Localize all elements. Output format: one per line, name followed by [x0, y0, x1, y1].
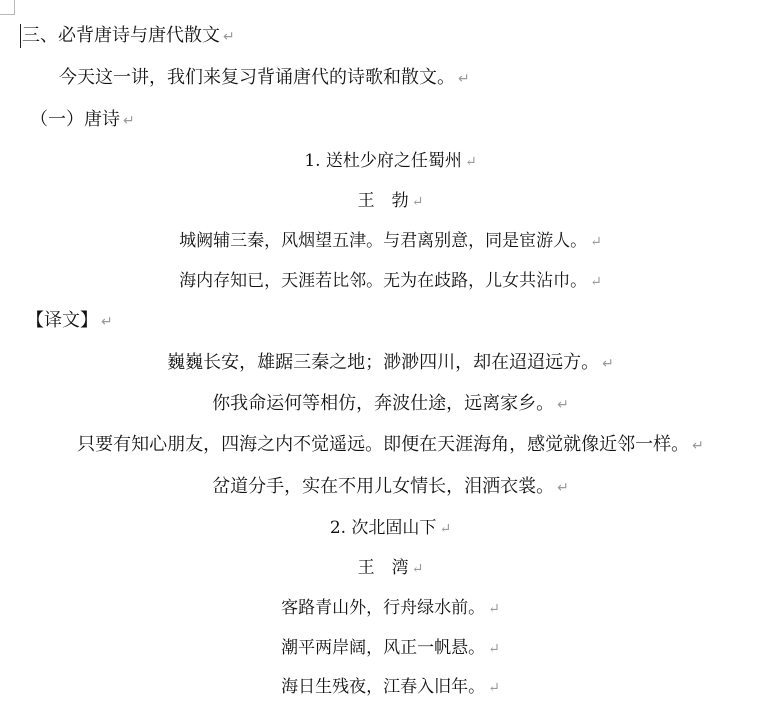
poem2-author: 王 湾	[357, 558, 409, 578]
translation-text: 你我命运何等相仿，奔波仕途，远离家乡。	[212, 393, 555, 414]
translation-line[interactable]	[0, 395, 781, 413]
paragraph-mark-icon: ↵	[557, 480, 569, 496]
paragraph-mark-icon: ↵	[692, 438, 704, 454]
translation-label: 【译文】	[26, 310, 98, 331]
poem1-author-line[interactable]	[0, 193, 781, 210]
poem1-verse-line[interactable]	[0, 233, 781, 250]
poem2-author-line[interactable]	[0, 560, 781, 577]
paragraph-mark-icon: ↵	[101, 314, 113, 330]
paragraph-mark-icon: ↵	[488, 680, 500, 696]
translation-line[interactable]	[0, 436, 781, 454]
paragraph-mark-icon: ↵	[557, 397, 569, 413]
paragraph-mark-icon: ↵	[439, 521, 452, 537]
poem2-verse: 客路青山外，行舟绿水前。	[281, 598, 486, 618]
paragraph-mark-icon: ↵	[488, 641, 500, 657]
paragraph-mark-icon: ↵	[488, 601, 500, 617]
paragraph-mark-icon: ↵	[223, 29, 235, 45]
poem2-verse-line[interactable]	[0, 679, 781, 696]
translation-line[interactable]	[0, 478, 781, 496]
poem2-verse: 海日生残夜，江春入旧年。	[281, 677, 486, 697]
poem1-title: 1. 送杜少府之任蜀州	[304, 151, 462, 171]
intro-paragraph[interactable]	[59, 69, 470, 87]
translation-line[interactable]	[0, 354, 781, 372]
paragraph-mark-icon: ↵	[123, 113, 135, 129]
intro-text: 今天这一讲，我们来复习背诵唐代的诗歌和散文。	[59, 67, 455, 88]
poem2-verse: 潮平两岸阔，风正一帆悬。	[281, 638, 486, 658]
translation-text: 巍巍长安，雄踞三秦之地；渺渺四川，却在迢迢远方。	[167, 352, 600, 373]
translation-text: 只要有知心朋友，四海之内不觉遥远。即便在天涯海角，感觉就像近邻一样。	[77, 434, 690, 455]
page-corner-mark	[0, 0, 15, 15]
poem2-verse-line[interactable]	[0, 640, 781, 657]
text-cursor	[20, 24, 21, 48]
poem1-title-line[interactable]	[0, 153, 781, 170]
section-heading-line[interactable]	[22, 27, 235, 45]
poem1-verse: 城阙辅三秦，风烟望五津。与君离别意，同是宦游人。	[179, 231, 588, 251]
paragraph-mark-icon: ↵	[411, 194, 424, 210]
paragraph-mark-icon: ↵	[411, 561, 424, 577]
subsection-heading-line[interactable]	[30, 111, 135, 129]
paragraph-mark-icon: ↵	[464, 154, 477, 170]
poem1-verse: 海内存知已，天涯若比邻。无为在歧路，儿女共沾巾。	[179, 271, 588, 291]
poem2-verse-line[interactable]	[0, 600, 781, 617]
translation-label-line[interactable]	[26, 312, 113, 330]
paragraph-mark-icon: ↵	[458, 71, 470, 87]
translation-text: 岔道分手，实在不用儿女情长，泪洒衣裳。	[212, 476, 555, 497]
poem2-title-line[interactable]	[0, 520, 781, 537]
paragraph-mark-icon: ↵	[590, 234, 602, 250]
section-heading: 三、必背唐诗与唐代散文	[22, 25, 220, 46]
paragraph-mark-icon: ↵	[590, 274, 602, 290]
poem1-author: 王 勃	[357, 191, 409, 211]
subsection-heading: （一）唐诗	[30, 109, 120, 130]
paragraph-mark-icon: ↵	[602, 356, 614, 372]
poem1-verse-line[interactable]	[0, 273, 781, 290]
poem2-title: 2. 次北固山下	[329, 518, 437, 538]
